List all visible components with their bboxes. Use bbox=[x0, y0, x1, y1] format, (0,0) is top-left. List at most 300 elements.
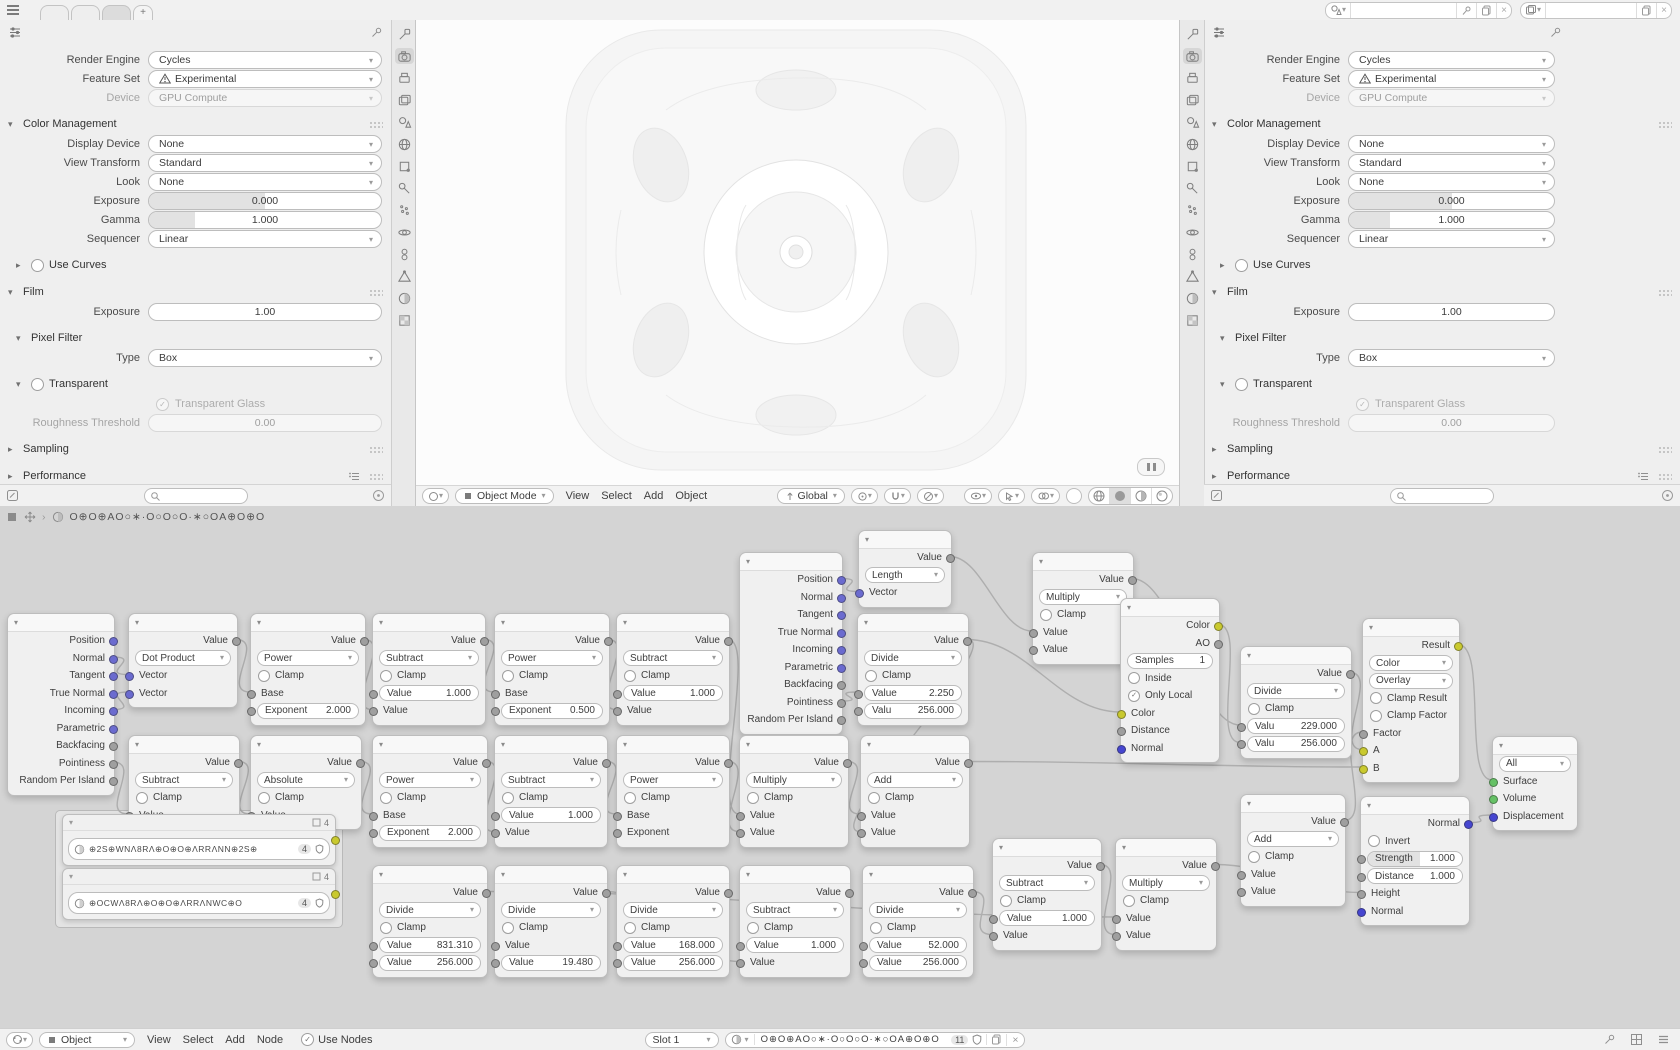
drag-grip[interactable] bbox=[369, 289, 383, 296]
drag-grip[interactable] bbox=[1658, 121, 1672, 128]
node-header[interactable] bbox=[617, 736, 729, 754]
drag-grip[interactable] bbox=[369, 446, 383, 453]
select-feature-set[interactable] bbox=[148, 70, 382, 88]
select-look[interactable] bbox=[148, 173, 382, 191]
close-icon[interactable]: × bbox=[1501, 4, 1507, 16]
collapse-icon[interactable]: ▾ bbox=[257, 617, 262, 627]
collapse-icon[interactable]: ▾ bbox=[999, 842, 1004, 852]
node-divD[interactable] bbox=[616, 865, 730, 978]
node-divF[interactable] bbox=[1240, 646, 1352, 759]
list-icon[interactable] bbox=[349, 472, 360, 481]
node-header[interactable] bbox=[373, 866, 487, 884]
tab-object-data[interactable] bbox=[395, 268, 414, 284]
checkbox-clamp[interactable] bbox=[502, 922, 514, 934]
node-header[interactable] bbox=[63, 815, 335, 831]
dropdown-multiply[interactable]: Multiply ▾ bbox=[1039, 589, 1127, 605]
socket-in-value[interactable] bbox=[1237, 871, 1246, 880]
socket-out-value[interactable] bbox=[1346, 670, 1355, 679]
socket-in-value[interactable] bbox=[491, 942, 500, 951]
node-row-divide[interactable] bbox=[617, 902, 729, 919]
field-exposure[interactable] bbox=[148, 303, 382, 321]
collapse-icon[interactable]: ▾ bbox=[623, 617, 628, 627]
node-header[interactable] bbox=[373, 614, 485, 632]
node-row-value[interactable] bbox=[617, 685, 729, 702]
node-row-valu[interactable] bbox=[1241, 735, 1351, 752]
pin-icon[interactable] bbox=[1457, 3, 1477, 18]
socket-in-a[interactable] bbox=[1359, 747, 1368, 756]
collapse-icon[interactable]: ▾ bbox=[501, 739, 506, 749]
value-field-value[interactable]: Value 52.000 bbox=[869, 937, 967, 953]
socket-out-value[interactable] bbox=[602, 889, 611, 898]
node-row-value[interactable] bbox=[373, 685, 485, 702]
socket-in-valu[interactable] bbox=[854, 707, 863, 716]
checkbox-clamp[interactable] bbox=[624, 670, 636, 682]
collapse-icon[interactable]: ▾ bbox=[869, 869, 874, 879]
section-sampling[interactable] bbox=[2, 439, 389, 459]
pause-render-button[interactable] bbox=[1137, 458, 1165, 476]
socket-in-base[interactable] bbox=[613, 812, 622, 821]
checkbox-transparent-glass[interactable]: ✓ bbox=[156, 398, 169, 411]
properties-editor-icon[interactable] bbox=[1212, 25, 1226, 39]
socket-out-tangent[interactable] bbox=[109, 672, 118, 681]
node-header[interactable] bbox=[129, 736, 239, 754]
drag-grip[interactable] bbox=[1658, 289, 1672, 296]
node-row-value[interactable] bbox=[495, 807, 607, 824]
radio-toggle[interactable] bbox=[31, 378, 44, 391]
socket-in-value[interactable] bbox=[369, 690, 378, 699]
dropdown-divide[interactable]: Divide ▾ bbox=[501, 902, 601, 918]
socket-in-exponent[interactable] bbox=[369, 829, 378, 838]
snapping-grid-icon[interactable] bbox=[1626, 1033, 1647, 1046]
socket-in-exponent[interactable] bbox=[491, 707, 500, 716]
tab-object[interactable] bbox=[395, 158, 414, 174]
node-bump[interactable] bbox=[1360, 796, 1470, 926]
socket-in-factor[interactable] bbox=[1359, 730, 1368, 739]
collapse-icon[interactable]: ▾ bbox=[135, 617, 140, 627]
socket-in-value[interactable] bbox=[613, 942, 622, 951]
collapse-icon[interactable]: ▾ bbox=[746, 739, 751, 749]
image-datablock[interactable] bbox=[68, 892, 330, 914]
visibility-dropdown[interactable]: ▾ bbox=[964, 488, 992, 504]
section-film[interactable] bbox=[1206, 282, 1678, 302]
socket-out-value[interactable] bbox=[1211, 862, 1220, 871]
drag-grip[interactable] bbox=[1658, 446, 1672, 453]
value-field-value[interactable]: Value 1.000 bbox=[623, 685, 723, 701]
value-field-value[interactable]: Value 256.000 bbox=[869, 955, 967, 971]
socket-out-value[interactable] bbox=[232, 637, 241, 646]
shader-type-selector[interactable]: Object ▾ bbox=[39, 1032, 135, 1048]
value-field-samples[interactable]: Samples 1 bbox=[1127, 653, 1213, 669]
collapse-icon[interactable]: ▾ bbox=[1247, 650, 1252, 660]
tab-output[interactable] bbox=[395, 70, 414, 86]
node-row-clamp[interactable] bbox=[617, 919, 729, 936]
socket-out-value[interactable] bbox=[1340, 818, 1349, 827]
dropdown-add[interactable]: Add ▾ bbox=[867, 772, 963, 788]
node-mulA[interactable] bbox=[739, 735, 849, 848]
node-row-subtract[interactable] bbox=[740, 902, 850, 919]
socket-in-value[interactable] bbox=[613, 707, 622, 716]
value-field-value[interactable]: Value 168.000 bbox=[623, 937, 723, 953]
gizmos-dropdown[interactable]: ▾ bbox=[998, 488, 1025, 504]
node-subD[interactable] bbox=[494, 735, 608, 848]
collapse-icon[interactable]: ▾ bbox=[623, 869, 628, 879]
socket-in-normal[interactable] bbox=[1117, 745, 1126, 754]
tab-object[interactable] bbox=[1183, 158, 1202, 174]
node-mul2[interactable] bbox=[1032, 552, 1134, 665]
options-icon[interactable] bbox=[372, 489, 385, 502]
node-row-value[interactable] bbox=[373, 954, 487, 971]
socket-out-value[interactable] bbox=[604, 637, 613, 646]
node-row-value[interactable] bbox=[617, 954, 729, 971]
dropdown-divide[interactable]: Divide ▾ bbox=[379, 902, 481, 918]
search-input[interactable] bbox=[1390, 488, 1494, 504]
node-row-exponent[interactable] bbox=[495, 702, 609, 719]
socket-in-surface[interactable] bbox=[1489, 778, 1498, 787]
collapse-icon[interactable]: ▾ bbox=[69, 871, 74, 881]
select-feature-set[interactable] bbox=[1348, 70, 1555, 88]
node-len[interactable] bbox=[858, 530, 952, 608]
tab-texture[interactable] bbox=[395, 312, 414, 328]
fake-user-shield-icon[interactable] bbox=[968, 1034, 986, 1045]
dropdown-dot-product[interactable]: Dot Product ▾ bbox=[135, 650, 231, 666]
node-row-all[interactable] bbox=[1493, 755, 1577, 772]
node-row-clamp[interactable] bbox=[1033, 602, 1133, 623]
socket-in-value[interactable] bbox=[736, 942, 745, 951]
dropdown-subtract[interactable]: Subtract ▾ bbox=[623, 650, 723, 666]
node-row-clamp-factor[interactable] bbox=[1363, 707, 1459, 724]
checkbox-clamp[interactable] bbox=[624, 792, 636, 804]
tab-constraints[interactable] bbox=[395, 246, 414, 262]
users-count[interactable]: 4 bbox=[298, 898, 311, 908]
collapse-icon[interactable]: ▾ bbox=[1367, 800, 1372, 810]
dropdown-subtract[interactable]: Subtract ▾ bbox=[501, 772, 601, 788]
node-subE[interactable] bbox=[739, 865, 851, 978]
select-type[interactable] bbox=[1348, 349, 1555, 367]
node-header[interactable] bbox=[1033, 553, 1133, 571]
socket-in-value[interactable] bbox=[736, 829, 745, 838]
node-row-value[interactable] bbox=[858, 685, 968, 702]
node-row-absolute[interactable] bbox=[251, 772, 361, 789]
dropdown-divide[interactable]: Divide ▾ bbox=[869, 902, 967, 918]
socket-in-value[interactable] bbox=[491, 812, 500, 821]
dropdown-power[interactable]: Power ▾ bbox=[379, 772, 481, 788]
node-divC[interactable] bbox=[494, 865, 608, 978]
socket-out-parametric[interactable] bbox=[837, 664, 846, 673]
socket-in-value[interactable] bbox=[613, 959, 622, 968]
socket-in-distance[interactable] bbox=[1357, 873, 1366, 882]
node-row-divide[interactable] bbox=[858, 650, 968, 667]
fake-user-shield-icon[interactable] bbox=[315, 844, 324, 854]
radio-toggle[interactable] bbox=[31, 259, 44, 272]
socket-out-position[interactable] bbox=[837, 576, 846, 585]
node-header[interactable] bbox=[858, 614, 968, 632]
node-header[interactable] bbox=[740, 736, 848, 754]
scene-name-field[interactable] bbox=[1351, 3, 1457, 18]
socket-in-value[interactable] bbox=[613, 690, 622, 699]
workspace-tab[interactable] bbox=[102, 5, 131, 21]
value-field-value[interactable]: Value 831.310 bbox=[379, 937, 481, 953]
checkbox-clamp[interactable] bbox=[380, 792, 392, 804]
field-exposure[interactable] bbox=[1348, 303, 1555, 321]
socket-in-value[interactable] bbox=[369, 942, 378, 951]
tab-modifiers[interactable] bbox=[1183, 180, 1202, 196]
socket-out-value[interactable] bbox=[1128, 576, 1137, 585]
select-render-engine[interactable] bbox=[1348, 51, 1555, 69]
node-row-clamp[interactable] bbox=[617, 667, 729, 684]
node-header[interactable] bbox=[859, 531, 951, 549]
node-row-only-local[interactable] bbox=[1121, 687, 1219, 704]
material-icon[interactable]: ▾ bbox=[726, 1034, 755, 1045]
shading-solid[interactable] bbox=[1110, 488, 1131, 504]
node-row-value[interactable] bbox=[863, 937, 973, 954]
socket-in-base[interactable] bbox=[247, 690, 256, 699]
value-field-value[interactable]: Value 1.000 bbox=[379, 685, 479, 701]
select-view-transform[interactable] bbox=[1348, 154, 1555, 172]
tab-world[interactable] bbox=[1183, 136, 1202, 152]
node-row-strength[interactable] bbox=[1361, 850, 1469, 867]
section-color-management[interactable] bbox=[1206, 114, 1678, 134]
tab-view-layer[interactable] bbox=[1183, 92, 1202, 108]
node-row-clamp[interactable] bbox=[861, 789, 969, 806]
collapse-icon[interactable]: ▾ bbox=[623, 739, 628, 749]
snap-magnet-button[interactable]: ▾ bbox=[884, 488, 911, 504]
socket-out-tangent[interactable] bbox=[837, 611, 846, 620]
node-powC[interactable] bbox=[372, 735, 488, 848]
slot-selector[interactable]: Slot 1 ▾ bbox=[645, 1032, 719, 1048]
checkbox-inside[interactable] bbox=[1128, 672, 1140, 684]
socket-in-value[interactable] bbox=[859, 959, 868, 968]
dropdown-divide[interactable]: Divide ▾ bbox=[1247, 683, 1345, 699]
drag-grip[interactable] bbox=[369, 121, 383, 128]
node-row-clamp[interactable] bbox=[858, 667, 968, 684]
tab-particles[interactable] bbox=[395, 202, 414, 218]
properties-editor-icon[interactable] bbox=[8, 25, 22, 39]
socket-in-distance[interactable] bbox=[1117, 727, 1126, 736]
socket-out-value[interactable] bbox=[482, 759, 491, 768]
dropdown-color[interactable]: Color ▾ bbox=[1369, 655, 1453, 671]
use-nodes-checkbox[interactable]: ✓ Use Nodes bbox=[301, 1033, 372, 1046]
pin-icon[interactable] bbox=[370, 26, 383, 39]
socket-in-value[interactable] bbox=[1029, 629, 1038, 638]
node-row-invert[interactable] bbox=[1361, 833, 1469, 850]
socket-in-value[interactable] bbox=[491, 959, 500, 968]
material-users-count[interactable]: 11 bbox=[951, 1035, 968, 1045]
section-pixel-filter[interactable] bbox=[2, 328, 389, 348]
node-row-divide[interactable] bbox=[863, 902, 973, 919]
users-count[interactable]: 4 bbox=[298, 844, 311, 854]
collapse-icon[interactable]: ▾ bbox=[501, 869, 506, 879]
socket-in-displacement[interactable] bbox=[1489, 813, 1498, 822]
section-sampling[interactable] bbox=[1206, 439, 1678, 459]
socket-out-incoming[interactable] bbox=[109, 707, 118, 716]
node-header[interactable] bbox=[129, 614, 237, 632]
node-row-valu[interactable] bbox=[1241, 718, 1351, 735]
socket-in-normal[interactable] bbox=[1357, 908, 1366, 917]
image-datablock[interactable] bbox=[68, 838, 330, 860]
section-color-management[interactable] bbox=[2, 114, 389, 134]
socket-in-vector[interactable] bbox=[855, 589, 864, 598]
socket-out-value[interactable] bbox=[946, 554, 955, 563]
tab-tool[interactable] bbox=[395, 26, 414, 42]
node-row-subtract[interactable] bbox=[129, 772, 239, 789]
socket-in-b[interactable] bbox=[1359, 765, 1368, 774]
socket-out-normal[interactable] bbox=[837, 594, 846, 603]
collapse-icon[interactable]: ▾ bbox=[746, 869, 751, 879]
checkbox-clamp[interactable] bbox=[868, 792, 880, 804]
socket-in-value[interactable] bbox=[859, 942, 868, 951]
node-row-clamp-result[interactable] bbox=[1363, 690, 1459, 707]
tab-material[interactable] bbox=[395, 290, 414, 306]
field-exposure[interactable] bbox=[148, 192, 382, 210]
radio-toggle[interactable] bbox=[1235, 378, 1248, 391]
value-field-distance[interactable]: Distance 1.000 bbox=[1367, 868, 1463, 884]
socket-out-value[interactable] bbox=[724, 889, 733, 898]
select-sequencer[interactable] bbox=[148, 230, 382, 248]
node-row-multiply[interactable] bbox=[740, 772, 848, 789]
menu-view[interactable]: View bbox=[565, 490, 590, 502]
socket-in-value[interactable] bbox=[1112, 932, 1121, 941]
field-exposure[interactable] bbox=[1348, 192, 1555, 210]
node-row-subtract[interactable] bbox=[993, 875, 1101, 892]
shading-wireframe[interactable] bbox=[1089, 488, 1110, 504]
section-use-curves[interactable] bbox=[1206, 255, 1678, 275]
collapse-icon[interactable]: ▾ bbox=[865, 534, 870, 544]
node-row-multiply[interactable] bbox=[1116, 875, 1216, 892]
node-header[interactable] bbox=[1241, 795, 1345, 813]
tab-physics[interactable] bbox=[395, 224, 414, 240]
socket-in-value[interactable] bbox=[736, 959, 745, 968]
value-field-value[interactable]: Value 1.000 bbox=[746, 937, 844, 953]
dropdown-multiply[interactable]: Multiply ▾ bbox=[746, 772, 842, 788]
socket-out-normal[interactable] bbox=[109, 655, 118, 664]
socket-out-backfacing[interactable] bbox=[109, 742, 118, 751]
socket-in-vector[interactable] bbox=[125, 690, 134, 699]
field-roughness-threshold[interactable] bbox=[148, 414, 382, 432]
node-header[interactable] bbox=[740, 553, 842, 571]
node-header[interactable] bbox=[617, 614, 729, 632]
dropdown-length[interactable]: Length ▾ bbox=[865, 567, 945, 583]
workspace-tab[interactable] bbox=[71, 5, 100, 21]
socket-out-value[interactable] bbox=[1096, 862, 1105, 871]
tab-texture[interactable] bbox=[1183, 312, 1202, 328]
collapse-icon[interactable]: ▾ bbox=[257, 739, 262, 749]
dropdown-power[interactable]: Power ▾ bbox=[623, 772, 723, 788]
checkbox-clamp-result[interactable] bbox=[1370, 692, 1382, 704]
node-row-clamp[interactable] bbox=[495, 667, 609, 684]
node-divA[interactable] bbox=[857, 613, 969, 726]
node-mulB[interactable] bbox=[1115, 838, 1217, 951]
node-header[interactable] bbox=[63, 869, 335, 885]
value-field-valu[interactable]: Valu 256.000 bbox=[1247, 736, 1345, 752]
checkbox-clamp[interactable] bbox=[1123, 895, 1135, 907]
menu-select[interactable]: Select bbox=[601, 490, 632, 502]
checkbox-clamp[interactable] bbox=[1248, 703, 1260, 715]
node-row-distance[interactable] bbox=[1361, 868, 1469, 885]
checkbox-clamp[interactable] bbox=[624, 922, 636, 934]
socket-out-value[interactable] bbox=[234, 759, 243, 768]
node-row-value[interactable] bbox=[993, 910, 1101, 927]
checkbox-clamp[interactable] bbox=[502, 792, 514, 804]
checkbox-clamp[interactable] bbox=[870, 922, 882, 934]
socket-out-color[interactable] bbox=[331, 890, 340, 899]
node-row-length[interactable] bbox=[859, 567, 951, 584]
socket-in-value[interactable] bbox=[1237, 888, 1246, 897]
node-row-add[interactable] bbox=[1241, 831, 1345, 848]
node-row-value[interactable] bbox=[373, 937, 487, 954]
proportional-editing-button[interactable]: ▾ bbox=[917, 488, 944, 504]
select-sequencer[interactable] bbox=[1348, 230, 1555, 248]
socket-out-color[interactable] bbox=[331, 836, 340, 845]
menu-object[interactable]: Object bbox=[675, 490, 708, 502]
node-row-clamp[interactable] bbox=[1241, 848, 1345, 865]
node-row-clamp[interactable] bbox=[863, 919, 973, 936]
node-row-clamp[interactable] bbox=[251, 667, 365, 684]
collapse-icon[interactable]: ▾ bbox=[746, 556, 751, 566]
socket-in-valu[interactable] bbox=[1237, 723, 1246, 732]
viewport-3d[interactable] bbox=[415, 20, 1180, 506]
node-header[interactable] bbox=[1121, 599, 1219, 617]
socket-out-parametric[interactable] bbox=[109, 725, 118, 734]
dropdown-add[interactable]: Add ▾ bbox=[1247, 831, 1339, 847]
node-subB[interactable] bbox=[616, 613, 730, 726]
node-subA[interactable] bbox=[372, 613, 486, 726]
node-row-clamp[interactable] bbox=[251, 789, 361, 806]
socket-in-volume[interactable] bbox=[1489, 795, 1498, 804]
node-header[interactable] bbox=[495, 614, 609, 632]
checkbox-clamp[interactable] bbox=[258, 670, 270, 682]
node-header[interactable] bbox=[1116, 839, 1216, 857]
node-geo2[interactable] bbox=[739, 552, 843, 735]
node-row-value[interactable] bbox=[617, 937, 729, 954]
node-row-dot-product[interactable] bbox=[129, 650, 237, 667]
socket-in-vector[interactable] bbox=[125, 672, 134, 681]
node-row-divide[interactable] bbox=[495, 902, 607, 919]
menu-node[interactable]: Node bbox=[256, 1033, 284, 1046]
node-powA[interactable] bbox=[250, 613, 366, 726]
node-header[interactable] bbox=[495, 866, 607, 884]
node-subF[interactable] bbox=[992, 838, 1102, 951]
dropdown-absolute[interactable]: Absolute ▾ bbox=[257, 772, 355, 788]
node-row-add[interactable] bbox=[861, 772, 969, 789]
pin-icon[interactable] bbox=[1549, 26, 1562, 39]
value-field-value[interactable]: Value 256.000 bbox=[623, 955, 723, 971]
socket-out-value[interactable] bbox=[968, 889, 977, 898]
socket-out-value[interactable] bbox=[964, 759, 973, 768]
menu-add[interactable]: Add bbox=[225, 1033, 245, 1046]
tab-particles[interactable] bbox=[1183, 202, 1202, 218]
node-row-multiply[interactable] bbox=[1033, 589, 1133, 606]
collapse-icon[interactable]: ▾ bbox=[379, 617, 384, 627]
node-header[interactable] bbox=[495, 736, 607, 754]
checkbox-clamp[interactable] bbox=[747, 922, 759, 934]
node-header[interactable] bbox=[1241, 647, 1351, 665]
node-header[interactable] bbox=[251, 736, 361, 754]
checkbox-clamp[interactable] bbox=[865, 670, 877, 682]
close-icon[interactable]: × bbox=[1661, 4, 1667, 16]
tab-render[interactable] bbox=[1183, 48, 1202, 64]
node-row-exponent[interactable] bbox=[251, 702, 365, 719]
collapse-icon[interactable]: ▾ bbox=[135, 739, 140, 749]
socket-in-base[interactable] bbox=[369, 812, 378, 821]
editor-type-button[interactable]: ▾ bbox=[6, 1032, 33, 1048]
node-addB[interactable] bbox=[1240, 794, 1346, 907]
socket-out-result[interactable] bbox=[1454, 642, 1463, 651]
dropdown-power[interactable]: Power ▾ bbox=[257, 650, 359, 666]
checkbox-clamp[interactable] bbox=[136, 792, 148, 804]
socket-out-value[interactable] bbox=[602, 759, 611, 768]
collapse-icon[interactable]: ▾ bbox=[501, 617, 506, 627]
socket-in-strength[interactable] bbox=[1357, 855, 1366, 864]
